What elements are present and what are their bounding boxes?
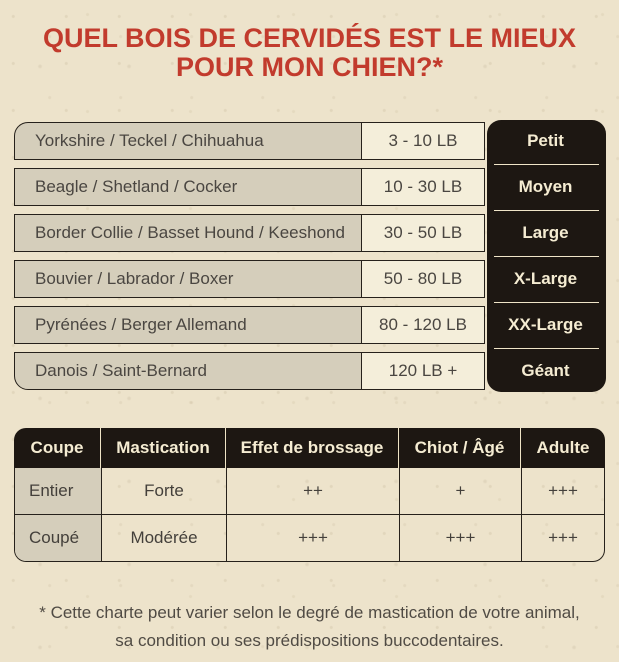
table-row (14, 214, 606, 252)
footnote (0, 599, 619, 655)
breed-size-table (14, 122, 606, 390)
breeds-cell: Border Collie / Basset Hound / Keeshond (14, 214, 362, 252)
brossage-cell: ++ (226, 468, 399, 514)
size-table-rows (14, 122, 606, 390)
header-mastication: Mastication (100, 428, 225, 468)
header-brossage: Effet de brossage (225, 428, 398, 468)
weight-cell: 80 - 120 LB (361, 306, 485, 344)
breeds-cell: Beagle / Shetland / Cocker (14, 168, 362, 206)
weight-cell: 50 - 80 LB (361, 260, 485, 298)
table-row (14, 122, 606, 160)
adulte-cell: +++ (521, 468, 604, 514)
size-cell: X-Large (513, 269, 578, 288)
size-cell: Large (522, 223, 569, 242)
footnote-line1: * Cette charte peut varier selon le degré de mastication de votre animal, (39, 603, 580, 622)
brossage-cell: +++ (226, 515, 399, 561)
breeds-cell: Danois / Saint-Bernard (14, 352, 362, 390)
page-title-line2: POUR MON CHIEN?* (175, 52, 443, 83)
mastication-cell: Forte (101, 468, 226, 514)
breeds-cell: Yorkshire / Teckel / Chihuahua (14, 122, 362, 160)
adulte-cell: +++ (521, 515, 604, 561)
header-adulte: Adulte (520, 428, 605, 468)
size-cell: Moyen (518, 177, 573, 196)
page-title-line1: QUEL BOIS DE CERVIDÉS EST LE MIEUX (42, 23, 577, 54)
breeds-cell: Pyrénées / Berger Allemand (14, 306, 362, 344)
coupe-cell: Coupé (15, 515, 101, 561)
header-chiot-age: Chiot / Âgé (398, 428, 520, 468)
size-cell: XX-Large (508, 315, 583, 334)
table-row (14, 352, 606, 390)
table-row (14, 306, 606, 344)
table-row (15, 468, 604, 514)
cut-table-header (14, 428, 605, 468)
weight-cell: 10 - 30 LB (361, 168, 485, 206)
table-row (15, 514, 604, 561)
weight-cell: 3 - 10 LB (361, 122, 485, 160)
weight-cell: 120 LB + (361, 352, 485, 390)
chiot-age-cell: + (399, 468, 521, 514)
coupe-cell: Entier (15, 468, 101, 514)
table-row (14, 260, 606, 298)
mastication-cell: Modérée (101, 515, 226, 561)
cut-table-body (14, 468, 605, 562)
weight-cell: 30 - 50 LB (361, 214, 485, 252)
page-title (0, 24, 619, 82)
footnote-line2: sa condition ou ses prédispositions buccodentaires. (115, 631, 504, 650)
chiot-age-cell: +++ (399, 515, 521, 561)
size-cell: Géant (521, 361, 570, 380)
size-cell: Petit (527, 131, 564, 150)
table-row (14, 168, 606, 206)
header-coupe: Coupe (30, 438, 84, 457)
breeds-cell: Bouvier / Labrador / Boxer (14, 260, 362, 298)
cut-comparison-table (14, 428, 605, 562)
